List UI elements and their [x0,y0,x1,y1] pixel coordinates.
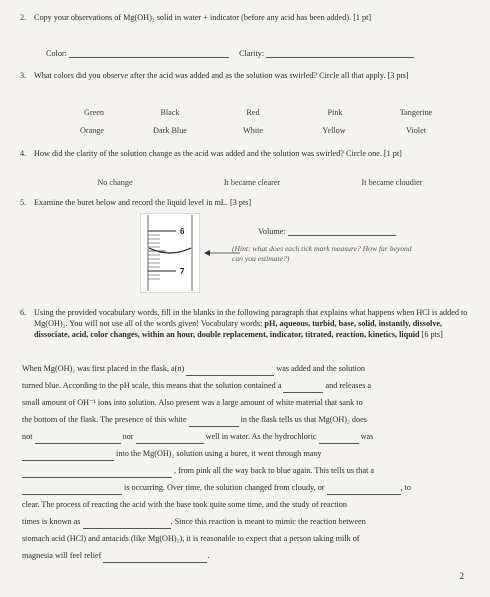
choice-clearer[interactable]: It became clearer [223,178,281,187]
paragraph-line: small amount of OH⁻¹ ions into solution. Also present was a large amount of white material that sank to [22,398,363,407]
text-segment: and releases a [325,381,371,390]
question-5 [20,197,474,208]
color-answer-blank[interactable] [69,48,229,58]
paragraph-line: stomach acid (HCl) and antacids (like Mg(OH)₂), it is reasonable to expect that a person taking milk of [22,534,360,543]
text-segment: When Mg(OH)₂ was first placed in the flask, a(n) [22,364,185,373]
question-text: Copy your observations of Mg(OH)₂ solid in water + indicator (before any acid has been added). [1 pt] [34,13,372,22]
choice-black[interactable]: Black [160,108,180,117]
choice-pink[interactable]: Pink [327,108,343,117]
text-segment: is occurring. Over time, the solution changed from cloudy, or [124,483,325,492]
paragraph-line [22,481,411,495]
paragraph-line [22,379,371,393]
question-6 [20,307,474,340]
answer-blank[interactable] [35,434,121,444]
answer-blank[interactable] [136,434,204,444]
answer-blank[interactable] [22,485,122,495]
choice-no-change[interactable]: No change [97,178,133,187]
text-segment: , from pink all the way back to blue again. This tells us that a [174,466,374,475]
answer-blank[interactable] [319,434,359,444]
answer-blank[interactable] [83,519,171,529]
volume-answer-blank[interactable] [288,226,396,236]
answer-blank[interactable] [186,366,274,376]
text-segment: turned blue. According to the pH scale, this means that the solution contained a [22,381,282,390]
text-segment: , to [400,483,412,492]
paragraph-line [22,362,365,376]
volume-label: Volume: [258,227,286,236]
buret-diagram [140,213,200,293]
paragraph-line [22,447,322,461]
tick-label-top: 6 [180,227,185,236]
choice-cloudier[interactable]: It became cloudier [361,178,423,187]
text-segment: into the Mg(OH)₂ solution using a buret, it went through many [116,449,322,458]
tick-label-bottom: 7 [180,267,185,276]
question-number: 4. [20,149,27,158]
clarity-label: Clarity: [239,49,265,58]
color-label: Color: [46,49,67,58]
volume-field [258,226,396,236]
question-4 [20,148,474,159]
text-segment: . Since this reaction is meant to mimic the reaction between [170,517,366,526]
choice-green[interactable]: Green [83,108,105,117]
paragraph-line [22,549,209,563]
question-number: 5. [20,198,27,207]
question-number: 2. [20,13,27,22]
question-text [34,307,474,340]
vocabulary-words: pH, aqueous, turbid, base, solid, instantly, dissolve, dissociate, acid, color changes, within an hour, double replacement, indicator, titrated, reaction, kinetics, liquid [34,319,443,339]
answer-blank[interactable] [189,417,239,427]
question-3 [20,70,474,81]
choice-orange[interactable]: Orange [79,126,105,135]
text-segment: in the flask tells us that Mg(OH)₂ does [240,415,367,424]
answer-blank[interactable] [22,468,172,478]
choice-yellow[interactable]: Yellow [322,126,346,135]
paragraph-line [22,413,367,427]
paragraph-line [22,430,373,444]
question-2 [20,12,474,23]
text-segment: not [22,432,33,441]
question-text: How did the clarity of the solution change as the acid was added and the solution was swirled? Circle one. [1 pt] [34,149,402,158]
text-segment: the bottom of the flask. The presence of this white [22,415,187,424]
paragraph-line [22,464,374,478]
question-number: 6. [20,308,27,317]
page-number: 2 [459,571,464,581]
instructions-text: Using the provided vocabulary words, fill in the blanks in the following paragraph that explains what happens when HCl is added to Mg(OH)₂. You will not use all of the words given! Vocabulary words: [34,308,468,328]
choice-red[interactable]: Red [246,108,260,117]
fill-in-paragraph [22,362,474,582]
color-choices [0,108,490,148]
answer-blank[interactable] [327,485,401,495]
text-segment: magnesia will feel relief [22,551,102,560]
choice-violet[interactable]: Violet [406,126,426,135]
buret-hint: (Hint: what does each tick mark measure? How far beyond can you estimate?) [232,244,412,263]
question-text: What colors did you observe after the acid was added and as the solution was swirled? Circle all that apply. [3 pts] [34,71,409,80]
paragraph-line: clear. The process of reacting the acid with the base took quite some time, and the study of reaction [22,500,347,509]
answer-blank[interactable] [283,383,323,393]
answer-blank[interactable] [103,551,210,563]
choice-tangerine[interactable]: Tangerine [399,108,433,117]
text-segment: was [360,432,374,441]
answer-blank[interactable] [22,451,114,461]
question-number: 3. [20,71,27,80]
q2-fields [46,48,414,58]
choice-dark-blue[interactable]: Dark Blue [153,126,187,135]
text-segment: well in water. As the hydrochloric [205,432,317,441]
clarity-answer-blank[interactable] [266,48,414,58]
question-text: Examine the buret below and record the liquid level in mL. [3 pts] [34,198,252,207]
choice-white[interactable]: White [242,126,264,135]
clarity-choices [0,178,490,190]
text-segment: times is known as [22,517,81,526]
points: [6 pts] [421,330,443,339]
text-segment: was added and the solution [276,364,366,373]
text-segment: . [207,551,210,560]
text-segment: nor [122,432,134,441]
paragraph-line [22,515,366,529]
